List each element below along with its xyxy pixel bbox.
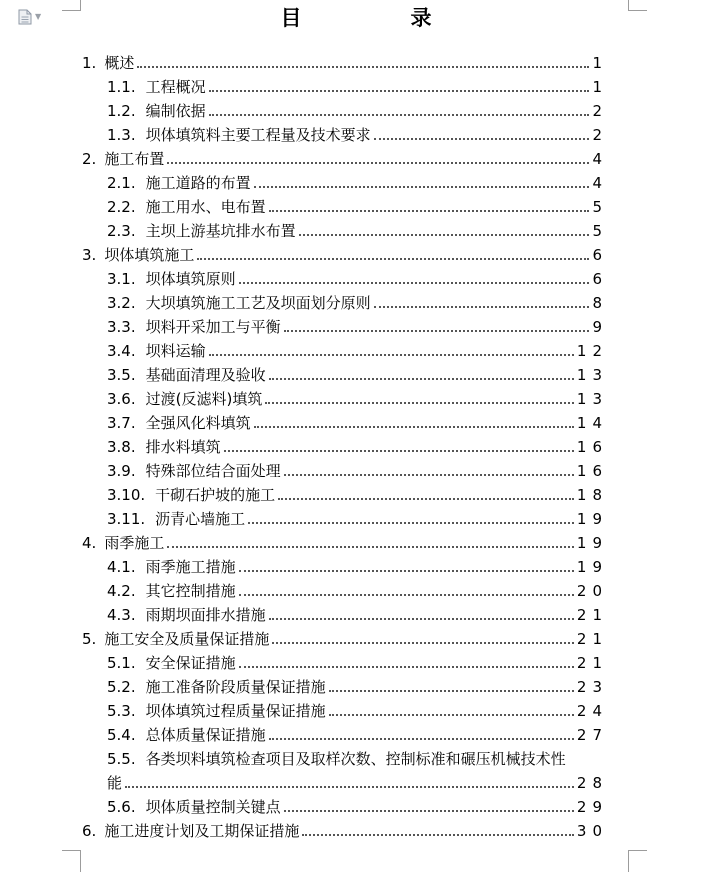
toc-entry-page: 12: [576, 342, 608, 360]
toc-entry[interactable]: [0, 264, 712, 288]
toc-entry[interactable]: [0, 336, 712, 360]
toc-entry[interactable]: [0, 624, 712, 648]
toc-entry-number: 3.3.: [107, 318, 136, 336]
toc-entry-title: 坝体质量控制关键点: [145, 798, 281, 816]
toc-entry-page: 28: [576, 774, 608, 792]
dot-leader: [125, 785, 574, 788]
toc-entry[interactable]: [0, 192, 712, 216]
toc-entry[interactable]: [0, 240, 712, 264]
toc-entry-page: 14: [576, 414, 608, 432]
toc-entry[interactable]: [0, 576, 712, 600]
toc-entry-title-continued: 能: [107, 774, 123, 792]
toc-entry-page: 27: [576, 726, 608, 744]
dot-leader: [374, 137, 590, 140]
toc-entry[interactable]: [0, 528, 712, 552]
toc-entry-title: 大坝填筑施工工艺及坝面划分原则: [145, 294, 371, 312]
toc-entry[interactable]: [0, 96, 712, 120]
toc-entry-title: 坝体填筑料主要工程量及技术要求: [145, 126, 371, 144]
toc-entry-title: 坝料开采加工与平衡: [145, 318, 281, 336]
toc-entry-number: 1.1.: [107, 78, 136, 96]
toc-entry[interactable]: [0, 600, 712, 624]
toc-entry-page: 20: [576, 582, 608, 600]
dot-leader: [209, 353, 574, 356]
toc-entry-page: 6: [592, 246, 608, 264]
toc-entry[interactable]: [0, 48, 712, 72]
dot-leader: [374, 305, 590, 308]
toc-entry-number: 2.1.: [107, 174, 136, 192]
toc-entry-title: 全强风化料填筑: [145, 414, 251, 432]
toc-entry-number: 2.3.: [107, 222, 136, 240]
dot-leader: [239, 281, 590, 284]
toc-entry-number: 5.4.: [107, 726, 136, 744]
toc-entry[interactable]: [0, 552, 712, 576]
toc-entry[interactable]: [0, 144, 712, 168]
toc-entry-title: 坝体填筑施工: [104, 246, 195, 264]
toc-entry-page: 8: [592, 294, 608, 312]
toc-entry-title: 坝料运输: [145, 342, 206, 360]
toc-entry[interactable]: [0, 120, 712, 144]
dot-leader: [254, 185, 590, 188]
toc-entry[interactable]: [0, 504, 712, 528]
dot-leader: [278, 497, 574, 500]
toc-entry-number: 4.3.: [107, 606, 136, 624]
dot-leader: [269, 377, 574, 380]
toc-entry-page: 21: [576, 606, 608, 624]
toc-entry-page: 4: [592, 150, 608, 168]
toc-entry-number: 1.3.: [107, 126, 136, 144]
dot-leader: [329, 713, 574, 716]
dot-leader: [224, 449, 574, 452]
toc-entry-title: 施工用水、电布置: [145, 198, 266, 216]
dot-leader: [269, 617, 574, 620]
toc-entry-page: 1: [592, 78, 608, 96]
dot-leader: [248, 521, 574, 524]
dot-leader: [167, 161, 589, 164]
toc-entry-title: 主坝上游基坑排水布置: [145, 222, 296, 240]
toc-entry-title: 特殊部位结合面处理: [145, 462, 281, 480]
toc-entry-page: 4: [592, 174, 608, 192]
dot-leader: [167, 545, 574, 548]
toc-entry-page: 6: [592, 270, 608, 288]
toc-entry-number: 5.3.: [107, 702, 136, 720]
toc-entry-number: 3.10.: [107, 486, 146, 504]
table-of-contents: [0, 48, 712, 840]
dot-leader: [299, 233, 590, 236]
chevron-down-icon: ▼: [35, 12, 42, 21]
toc-entry-number: 3.4.: [107, 342, 136, 360]
toc-entry-number: 3.2.: [107, 294, 136, 312]
toc-entry-number: 5.: [82, 630, 97, 648]
toc-entry-page: 13: [576, 390, 608, 408]
toc-entry-title: 总体质量保证措施: [145, 726, 266, 744]
dot-leader: [284, 473, 574, 476]
dot-leader: [272, 641, 574, 644]
toc-entry-title: 过渡(反滤料)填筑: [145, 390, 263, 408]
toc-entry-title: 编制依据: [145, 102, 206, 120]
toc-entry-number: 3.: [82, 246, 97, 264]
toc-entry-number: 5.1.: [107, 654, 136, 672]
toc-entry-title: 安全保证措施: [145, 654, 236, 672]
toc-entry-title: 其它控制措施: [145, 582, 236, 600]
toc-entry-number: 3.6.: [107, 390, 136, 408]
toc-entry-page: 2: [592, 102, 608, 120]
toc-entry[interactable]: [0, 816, 712, 840]
toc-entry-number: 3.7.: [107, 414, 136, 432]
toc-entry-number: 5.2.: [107, 678, 136, 696]
toc-entry[interactable]: [0, 648, 712, 672]
toc-entry-title: 施工道路的布置: [145, 174, 251, 192]
toc-entry-page: 29: [576, 798, 608, 816]
toc-entry-number: 4.1.: [107, 558, 136, 576]
toc-entry-title: 施工准备阶段质量保证措施: [145, 678, 326, 696]
toc-entry-number: 3.5.: [107, 366, 136, 384]
toc-entry-page: 19: [576, 510, 608, 528]
toc-entry-page: 5: [592, 198, 608, 216]
toc-entry-page: 1: [592, 54, 608, 72]
toc-entry-page: 24: [576, 702, 608, 720]
dot-leader: [329, 689, 574, 692]
toc-entry-page: 21: [576, 654, 608, 672]
toc-entry-title: 概述: [104, 54, 135, 72]
toc-entry-number: 3.8.: [107, 438, 136, 456]
toc-entry-page: 23: [576, 678, 608, 696]
toc-entry-page: 16: [576, 438, 608, 456]
toc-entry-page: 13: [576, 366, 608, 384]
toc-entry-number: 1.: [82, 54, 97, 72]
toc-entry-title: 雨季施工措施: [145, 558, 236, 576]
toc-entry-title: 施工进度计划及工期保证措施: [104, 822, 300, 840]
dot-leader: [302, 833, 574, 836]
toc-entry-number: 6.: [82, 822, 97, 840]
page-corner-mark: [628, 850, 647, 872]
toc-entry[interactable]: [0, 792, 712, 816]
toc-entry[interactable]: [0, 744, 712, 792]
toc-entry-title: 坝体填筑原则: [145, 270, 236, 288]
toc-entry[interactable]: [0, 456, 712, 480]
toc-entry-title: 排水料填筑: [145, 438, 221, 456]
page-corner-mark: [62, 850, 81, 872]
toc-entry-title: 干砌石护坡的施工: [155, 486, 276, 504]
toc-entry-title: 工程概况: [145, 78, 206, 96]
toc-title: 目 录: [280, 6, 476, 30]
toc-entry-number: 4.: [82, 534, 97, 552]
toc-entry-page: 5: [592, 222, 608, 240]
dot-leader: [269, 737, 574, 740]
dot-leader: [209, 89, 590, 92]
toc-entry-title: 坝体填筑过程质量保证措施: [145, 702, 326, 720]
toc-entry-page: 30: [576, 822, 608, 840]
dot-leader: [239, 665, 574, 668]
toc-entry-page: 18: [576, 486, 608, 504]
dot-leader: [265, 401, 574, 404]
toc-entry-number: 3.1.: [107, 270, 136, 288]
toc-entry[interactable]: [0, 384, 712, 408]
dot-leader: [284, 809, 574, 812]
toc-entry-title: 沥青心墙施工: [155, 510, 246, 528]
toc-entry[interactable]: [0, 288, 712, 312]
toc-entry[interactable]: [0, 696, 712, 720]
toc-entry-number: 1.2.: [107, 102, 136, 120]
dot-leader: [209, 113, 590, 116]
toc-entry-title: 基础面清理及验收: [145, 366, 266, 384]
toc-entry-page: 19: [576, 534, 608, 552]
toc-entry-title: 雨季施工: [104, 534, 165, 552]
toc-entry-number: 5.5.: [107, 750, 136, 768]
toc-entry-page: 9: [592, 318, 608, 336]
toc-entry[interactable]: [0, 312, 712, 336]
toc-entry[interactable]: [0, 480, 712, 504]
toc-entry-number: 2.2.: [107, 198, 136, 216]
toc-entry[interactable]: [0, 720, 712, 744]
toc-entry-title: 施工布置: [104, 150, 165, 168]
toc-entry-page: 2: [592, 126, 608, 144]
toc-entry-page: 16: [576, 462, 608, 480]
toc-entry[interactable]: [0, 432, 712, 456]
toc-entry-number: 5.6.: [107, 798, 136, 816]
dot-leader: [239, 569, 574, 572]
toc-entry-title: 各类坝料填筑检查项目及取样次数、控制标准和碾压机械技术性: [145, 750, 566, 768]
toc-entry-page: 19: [576, 558, 608, 576]
toc-entry-number: 2.: [82, 150, 97, 168]
toc-entry-title: 施工安全及质量保证措施: [104, 630, 270, 648]
toc-entry-number: 4.2.: [107, 582, 136, 600]
toc-entry[interactable]: [0, 72, 712, 96]
toc-entry[interactable]: [0, 360, 712, 384]
toc-entry-number: 3.11.: [107, 510, 146, 528]
dot-leader: [269, 209, 590, 212]
dot-leader: [239, 593, 574, 596]
toc-entry-title: 雨期坝面排水措施: [145, 606, 266, 624]
dot-leader: [254, 425, 574, 428]
dot-leader: [197, 257, 589, 260]
toc-entry[interactable]: [0, 408, 712, 432]
toc-entry[interactable]: [0, 168, 712, 192]
toc-entry-page: 21: [576, 630, 608, 648]
dot-leader: [137, 65, 589, 68]
toc-entry[interactable]: [0, 216, 712, 240]
toc-entry[interactable]: [0, 672, 712, 696]
dot-leader: [284, 329, 590, 332]
toc-entry-number: 3.9.: [107, 462, 136, 480]
